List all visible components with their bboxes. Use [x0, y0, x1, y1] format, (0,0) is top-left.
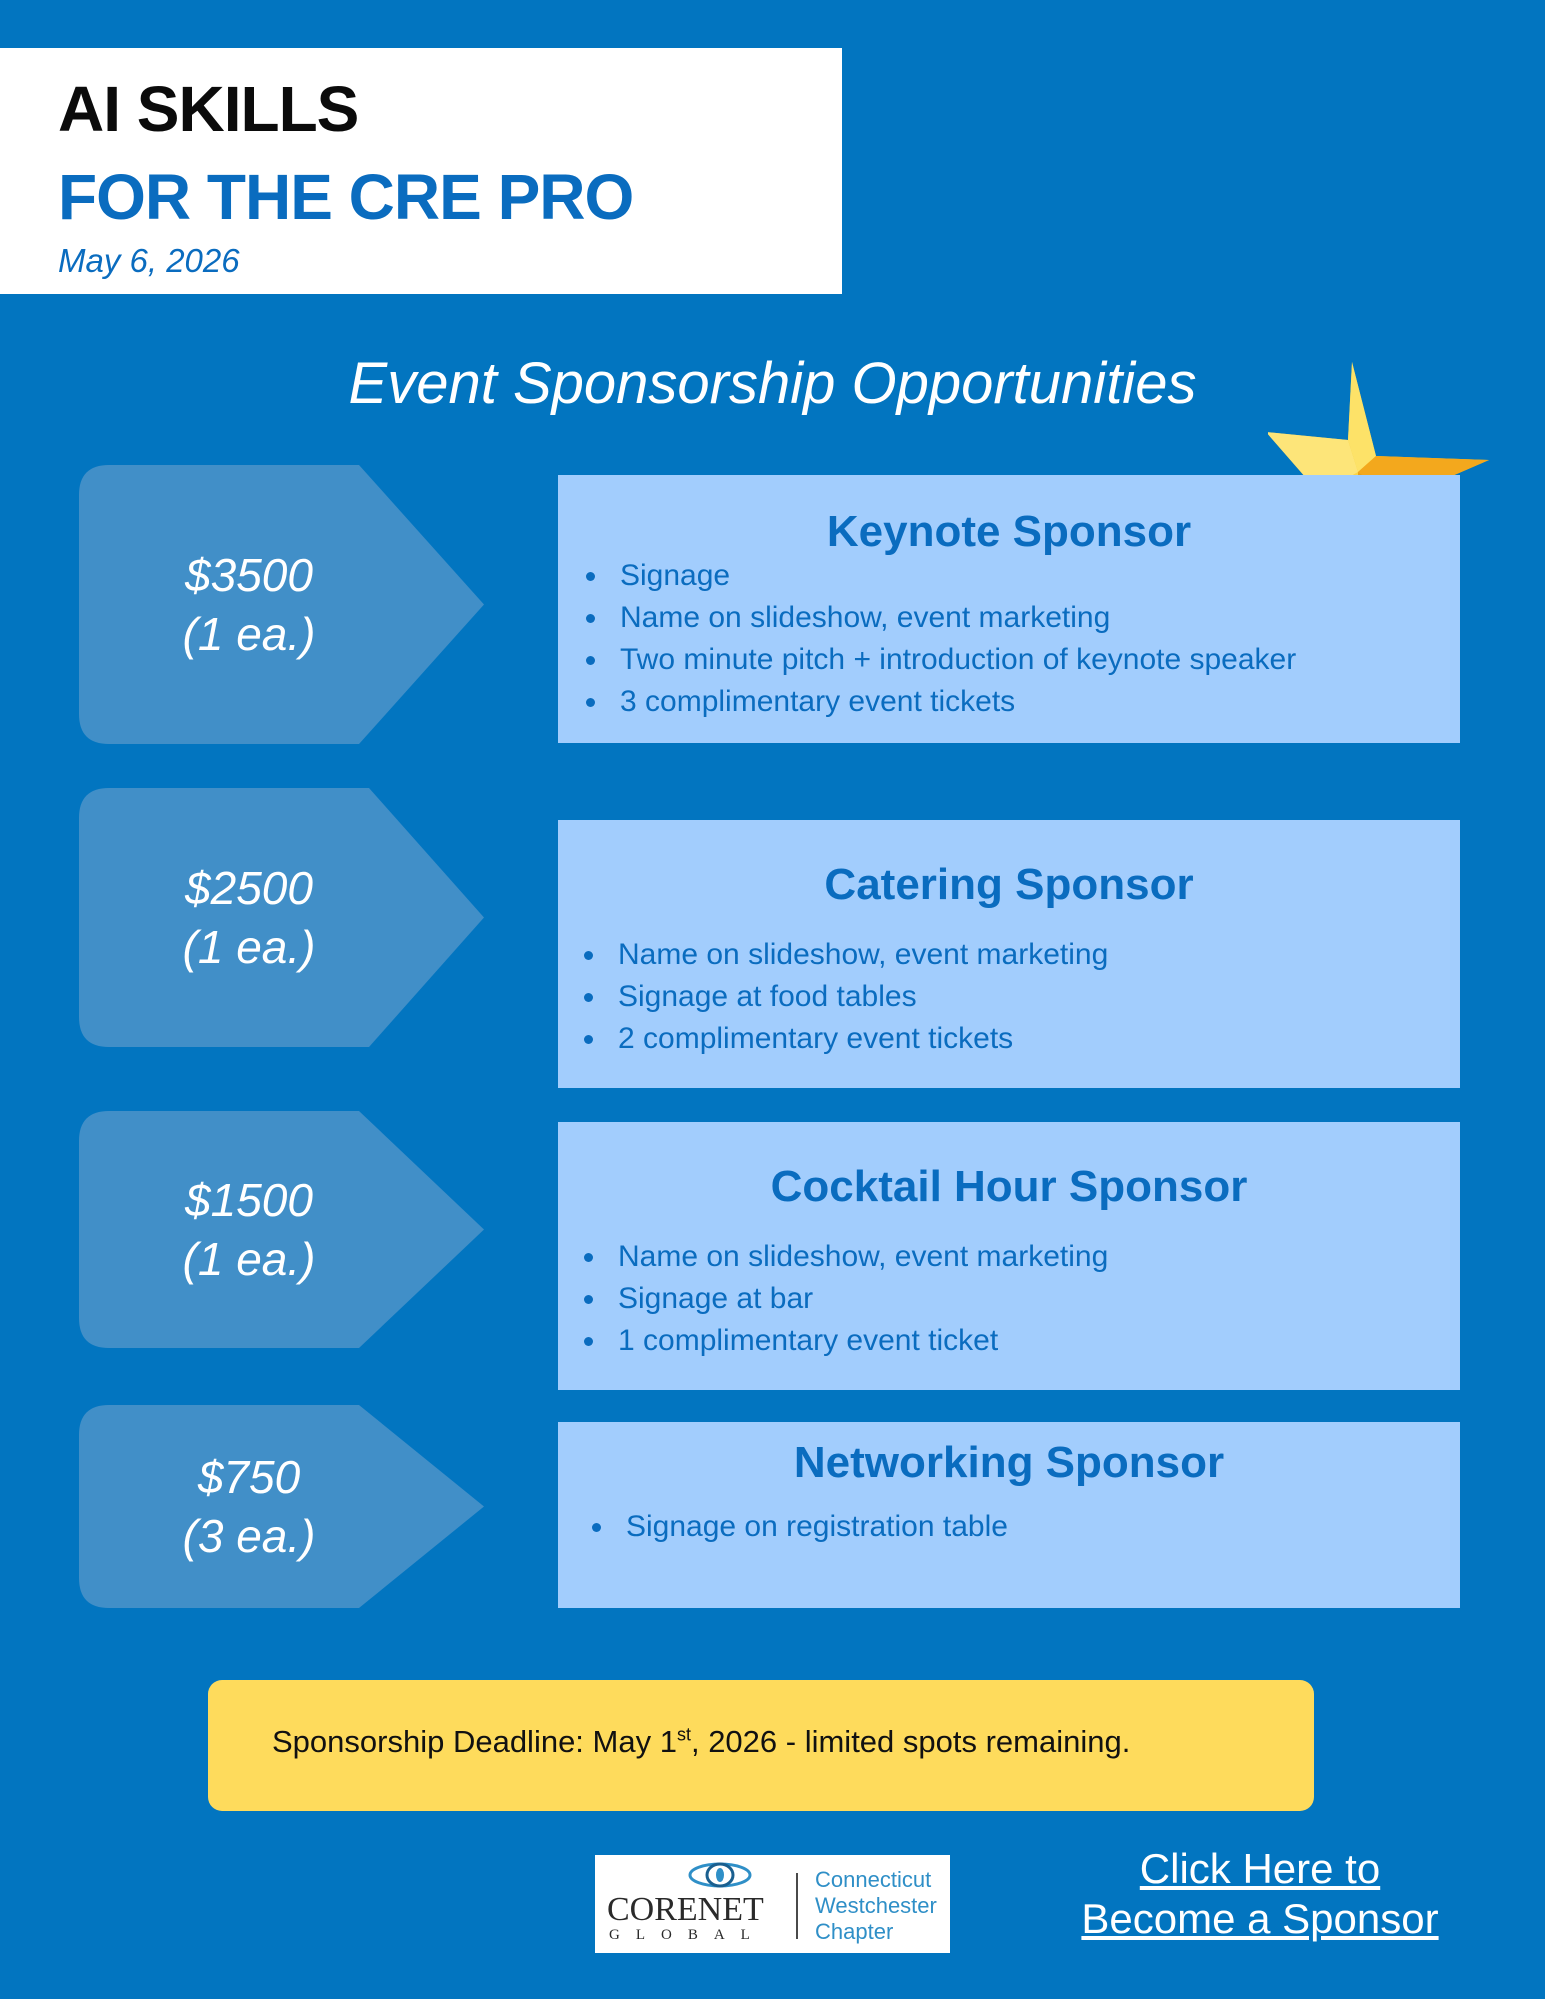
logo-chapter: Connecticut Westchester Chapter: [815, 1867, 937, 1944]
deadline-banner: [208, 1680, 1314, 1811]
sponsor-title: Cocktail Hour Sponsor: [770, 1162, 1248, 1211]
logo-subtext: GLOBAL: [609, 1927, 766, 1943]
sponsor-card-cocktail: [558, 1122, 1460, 1390]
price-quantity: (1 ea.): [182, 1232, 316, 1285]
event-title-line2: FOR THE CRE PRO: [58, 161, 634, 233]
benefit-item: Name on slideshow, event marketing: [586, 597, 1296, 639]
benefit-item: 3 complimentary event tickets: [586, 681, 1296, 723]
benefit-item: 1 complimentary event ticket: [584, 1320, 1108, 1362]
price-tag-keynote: [79, 465, 484, 744]
price-amount: $3500: [185, 548, 313, 601]
sponsor-card-catering: [558, 820, 1460, 1088]
price-amount: $2500: [185, 861, 313, 914]
benefit-item: Signage on registration table: [592, 1506, 1008, 1548]
price-tag-networking: [79, 1405, 484, 1608]
price-quantity: (1 ea.): [182, 607, 316, 660]
become-sponsor-link[interactable]: Click Here to Become a Sponsor: [1081, 1845, 1439, 1942]
price-amount: $1500: [185, 1173, 313, 1226]
price-amount: $750: [197, 1450, 301, 1503]
price-tag-catering: [79, 788, 484, 1047]
corenet-logo: [595, 1855, 950, 1953]
benefit-item: Name on slideshow, event marketing: [584, 1236, 1108, 1278]
corenet-logo-icon: [687, 1860, 753, 1890]
benefit-item: Signage at food tables: [584, 976, 1108, 1018]
logo-divider: [796, 1873, 798, 1939]
sponsor-title: Keynote Sponsor: [826, 507, 1192, 556]
price-quantity: (3 ea.): [182, 1509, 316, 1562]
sponsor-title: Networking Sponsor: [793, 1438, 1225, 1487]
event-title-line1: AI SKILLS: [58, 73, 359, 145]
benefit-item: Signage: [586, 555, 1296, 597]
section-title: Event Sponsorship Opportunities: [348, 351, 1197, 416]
logo-wordmark: CORENET: [607, 1891, 764, 1928]
price-tag-cocktail: [79, 1111, 484, 1348]
deadline-text: Sponsorship Deadline: May 1st, 2026 - limited spots remaining.: [272, 1724, 1131, 1759]
price-quantity: (1 ea.): [182, 920, 316, 973]
benefit-item: Name on slideshow, event marketing: [584, 934, 1108, 976]
sponsor-title: Catering Sponsor: [824, 860, 1194, 909]
benefit-item: Signage at bar: [584, 1278, 1108, 1320]
benefit-item: 2 complimentary event tickets: [584, 1018, 1108, 1060]
event-date: May 6, 2026: [58, 242, 240, 279]
benefit-item: Two minute pitch + introduction of keynote speaker: [586, 639, 1296, 681]
sponsor-card-networking: [558, 1422, 1460, 1608]
sponsor-card-keynote: [558, 475, 1460, 743]
